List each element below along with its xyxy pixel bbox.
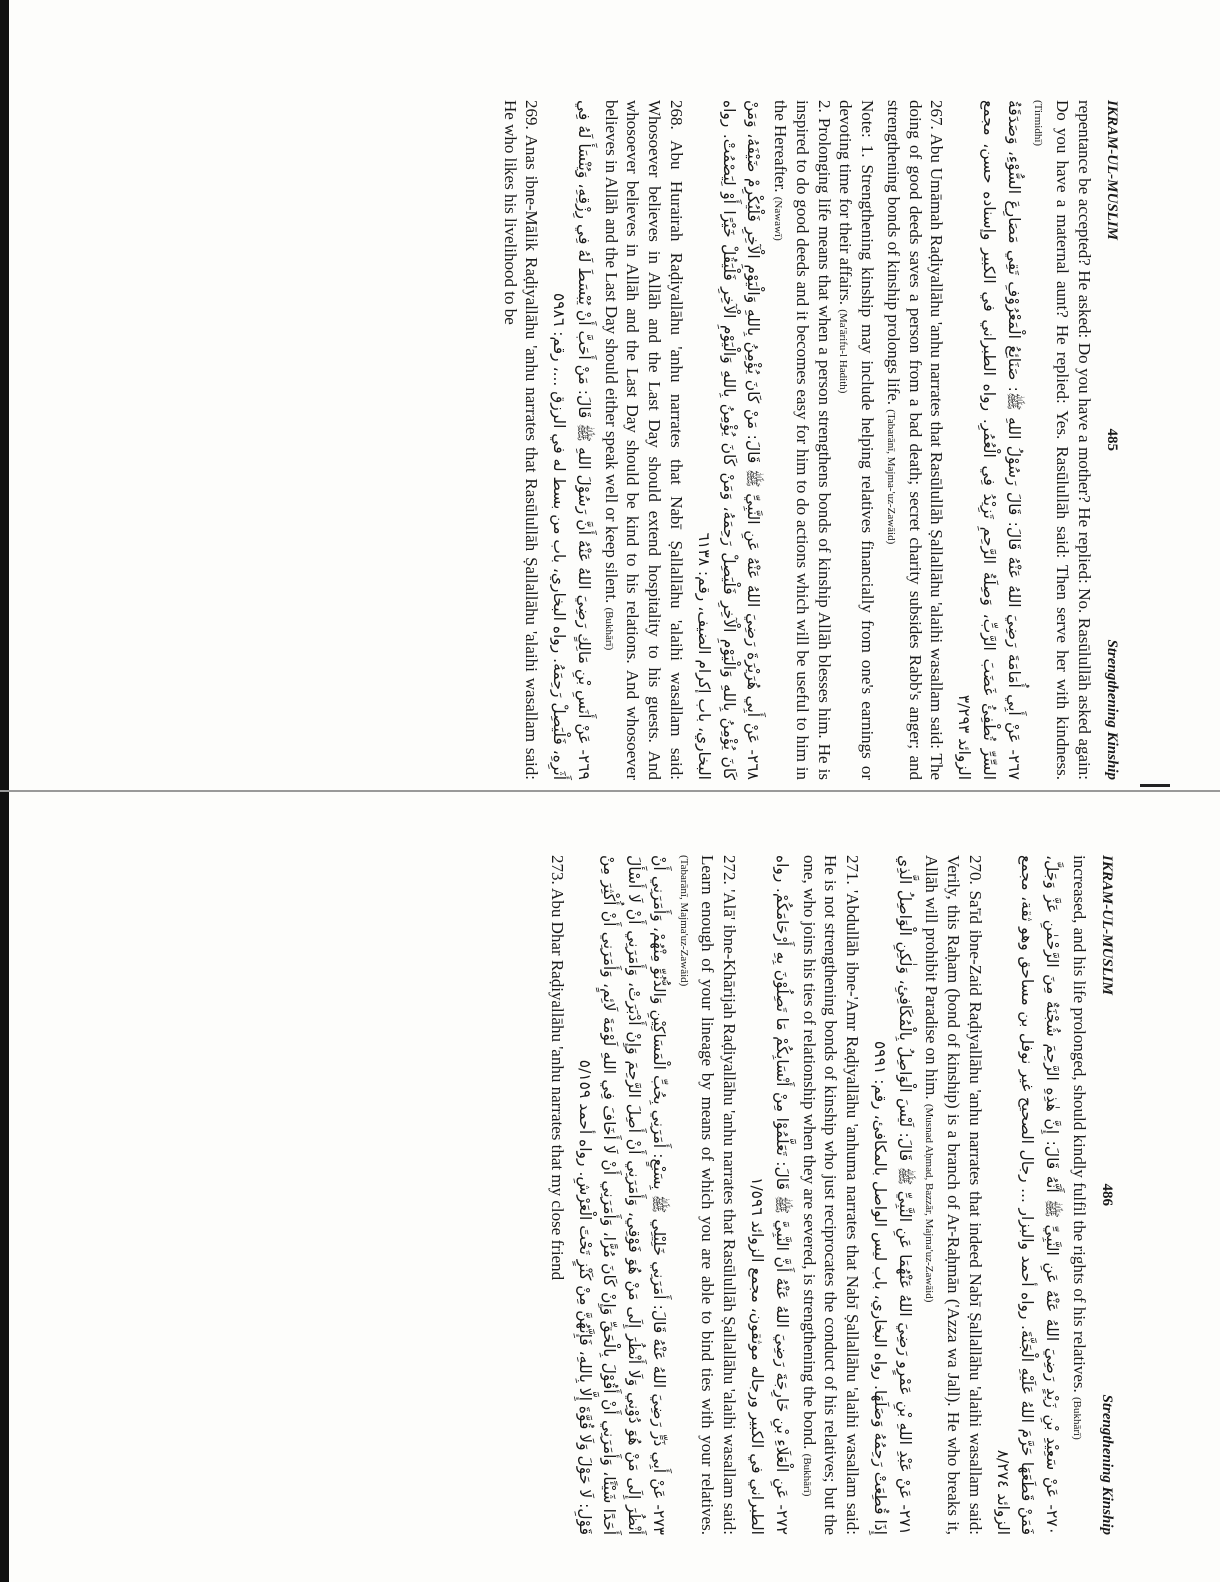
page-486 [25,855,1115,1535]
arabic-hadith-272: ٢٧٢- عَنِ الْعَلَاءِ بْنِ خَارِجَةَ رَضِيَ اللهُ عَنْهُ أَنَّ النَّبِيَّ ﷺ قَالَ: تَعَلَّمُوْا مِنْ أَنْسَابِكُمْ مَا تَصِلُوْنَ بِهِ أَرْحَامَكُمْ. رواه الطبراني في الكبير ورجاله موثقون، مجمع الزوائد ١/٥٩٦ [747,855,791,1535]
book-title: IKRAM-UL-MUSLIM [1104,100,1120,241]
book-title: IKRAM-UL-MUSLIM [1099,855,1115,996]
hadith-269: 269. Anas ibne-Mālik Raḍiyallāhu 'anhu narrates that Rasūlullāh Ṣallallāhu 'alaihi wasallam said: He who likes his livelihood to be [500,100,542,780]
paragraph: repentance be accepted? He asked: Do you have a mother? He replied: No. Rasūlullāh asked again: Do you have a maternal aunt? He replied: Yes. Rasūlullāh said: Then serve her with kindness. (Tirmidhī) [1032,100,1094,780]
hadith-268: 268. Abu Hurairah Raḍiyallāhu 'anhu narrates that Nabī Ṣallallāhu 'alaihi wasallam said: Whosoever believes in Allāh and the Last Day should extend hospitality to his guests. And whosoever believes in Allāh and the Last Day should be kind to his relations. And whosoever believes in Allāh and the Last Day should either speak well or keep silent. (Bukhārī) [601,100,686,780]
hadith-273: 273. Abu Dhar Raḍiyallāhu 'anhu narrates that my close friend [547,855,567,1281]
arabic-hadith-268: ٢٦٨- عَنْ أَبِي هُرَيْرَةَ رَضِيَ اللهُ عَنْهُ عَنِ النَّبِيِّ ﷺ قَالَ: مَنْ كَانَ يُؤْمِنُ بِاللهِ وَالْيَوْمِ الْآخِرِ فَلْيُكْرِمْ ضَيْفَهُ، وَمَنْ كَانَ يُؤْمِنُ بِاللهِ وَالْيَوْمِ الْآخِرِ فَلْيَصِلْ رَحِمَهُ، وَمَنْ كَانَ يُؤْمِنُ بِاللهِ وَالْيَوْمِ الْآخِرِ فَلْيَقُلْ خَيْرًا أَوْ لِيَصْمُتْ. رواه البخاري، باب إكرام الضيف، رقم: ٦١٣٨ [694,100,763,780]
chapter-title: Strengthening Kinship [1099,1394,1115,1535]
page-header [1090,855,1115,1535]
hadith-272: 272. 'Alā' ibne-Khārijah Raḍiyallāhu 'anhu narrates that Rasūlullāh Ṣallallāhu 'alaihi wasallam said: Learn enough of your lineage by means of which you are able to bind ties with your relatives. (Tabarānī, Majma'uz-Zawāid) [677,855,740,1535]
arabic-hadith-270: ٢٧٠- عَنْ سَعِيْدِ بْنِ زَيْدٍ رَضِيَ اللهُ عَنْهُ عَنِ النَّبِيِّ ﷺ أَنَّهُ قَالَ: إِنَّ هٰذِهِ الرَّحِمَ شُجْنَةٌ مِنَ الرَّحْمٰنِ عَزَّ وَجَلَّ، فَمَنْ قَطَعَهَا حَرَّمَ اللهُ عَلَيْهِ الْجَنَّةَ. رواه أحمد والبزار ... رجال الصحيح غير نوفل بن مساحق وهو ثقة، مجمع الزوائد ٨/٢٧٤ [993,855,1062,1535]
hadith-271: 271. 'Abdullāh ibne-'Amr Raḍiyallāhu 'anhuma narrates that Nabī Ṣallallāhu 'alaihi wasallam said: He is not strengthening bonds of kinship who just reciprocates the conduct of his relatives; but the one, who joins his ties of relationship when they are severed, is strengthening the bond. (Bukhārī) [799,855,863,1535]
page-fold-line [0,790,1220,792]
page-number: 486 [1099,1183,1115,1207]
arabic-hadith-269: ٢٦٩- عَنْ أَنَسِ بْنِ مَالِكٍ رَضِيَ اللهُ عَنْهُ أَنَّ رَسُوْلَ اللهِ ﷺ قَالَ: مَنْ أَحَبَّ أَنْ يُبْسَطَ لَهُ فِي رِزْقِهِ، وَيُنْسَأَ لَهُ فِي أَثَرِهِ، فَلْيَصِلْ رَحِمَهُ. رواه البخاري، باب من بسط له في الرزق ...، رقم: ٥٩٨٦ [550,100,593,780]
arabic-hadith-267: ٢٦٧- عَنْ أَبِي أُمَامَةَ رَضِيَ اللهُ عَنْهُ قَالَ: قَالَ رَسُوْلُ اللهِ ﷺ: صَنَائِعُ الْمَعْرُوْفِ تَقِي مَصَارِعَ السُّوْءِ، وَصَدَقَةُ السِّرِّ تُطْفِئُ غَضَبَ الرَّبِّ، وَصِلَةُ الرَّحِمِ تَزِيْدُ فِي الْعُمُرِ. رواه الطبراني في الكبير وإسناده حسن، مجمع الزوائد ٣/٢٩٣ [955,100,1023,780]
page-485 [30,100,1120,780]
hadith-270: 270. Sa'īd ibne-Zaid Raḍiyallāhu 'anhu narrates that indeed Nabī Ṣallallāhu 'alaihi wasallam said: Verily, this Raḥam (bond of kinship) is a branch of Ar-Raḥmān ('Azza wa Jall). He who breaks it, Allāh will prohibit Paradise on him. (Musnad Aḥmad, Bazzār, Majma'uz-Zawāid) [922,855,985,1535]
page-body [499,100,1095,780]
page-number: 485 [1104,428,1120,452]
fold-mark [1140,784,1170,801]
note-267: Note: 1. Strengthening kinship may include helping relatives financially from one's earnings or devoting time for their affairs. (Ma'ārifu-l Hadith) 2. Prolonging life means that when a person strengthens bonds of kinship Allāh blesses him. He is inspired to do good deeds and it becomes easy for him to do actions which will be useful to him in the Hereafter. (Nawawī) [771,100,878,780]
arabic-hadith-273: ٢٧٣- عَنْ أَبِي ذَرٍّ رَضِيَ اللهُ عَنْهُ قَالَ: أَمَرَنِي خَلِيْلِي ﷺ بِسَبْعٍ: أَمَرَنِي بِحُبِّ الْمَسَاكِيْنِ وَالدُّنُوِّ مِنْهُمْ، وَأَمَرَنِي أَنْ أَنْظُرَ إِلَى مَنْ هُوَ دُوْنِي وَلَا أَنْظُرَ إِلَى مَنْ هُوَ فَوْقِي، وَأَمَرَنِي أَنْ أَصِلَ الرَّحِمَ وَإِنْ أَدْبَرَتْ، وَأَمَرَنِي أَنْ لَا أَسْأَلَ أَحَدًا شَيْئًا، وَأَمَرَنِي أَنْ أَقُوْلَ بِالْحَقِّ وَإِنْ كَانَ مُرًّا، وَأَمَرَنِي أَنْ لَا أَخَافَ فِي اللهِ لَوْمَةَ لَائِمٍ، وَأَمَرَنِي أَنْ أُكْثِرَ مِنْ قَوْلِ: لَا حَوْلَ وَلَا قُوَّةَ إِلَّا بِاللهِ، فَإِنَّهُنَّ مِنْ كَنْزٍ تَحْتَ الْعَرْشِ. رواه أحمد ٥/١٥٩ [575,855,668,1535]
arabic-hadith-271: ٢٧١- عَنْ عَبْدِ اللهِ بْنِ عَمْرٍو رَضِيَ اللهُ عَنْهُمَا عَنِ النَّبِيِّ ﷺ قَالَ: لَيْسَ الْوَاصِلُ بِالْمُكَافِئِ، وَلٰكِنِ الْوَاصِلُ الَّذِي إِذَا قُطِعَتْ رَحِمُهُ وَصَلَهَا. رواه البخاري، باب ليس الواصل بالمكافئ، رقم: ٥٩٩١ [870,855,914,1535]
hadith-267: 267. Abu Umāmah Raḍiyallāhu 'anhu narrates that Rasūlullāh Ṣallallāhu 'alaihi wasallam said: The doing of good deeds saves a person from a bad death; secret charity subsides Rabb's anger; and strengthening bonds of kinship prolongs life. (Tabarānī, Majma-'uz-Zawāid) [883,100,947,780]
paragraph: increased, and his life prolonged, should kindly fulfil the rights of his relatives. (Bukhārī) [1070,855,1089,1440]
page-body [546,855,1090,1535]
page-header [1095,100,1120,780]
chapter-title: Strengthening Kinship [1104,639,1120,780]
